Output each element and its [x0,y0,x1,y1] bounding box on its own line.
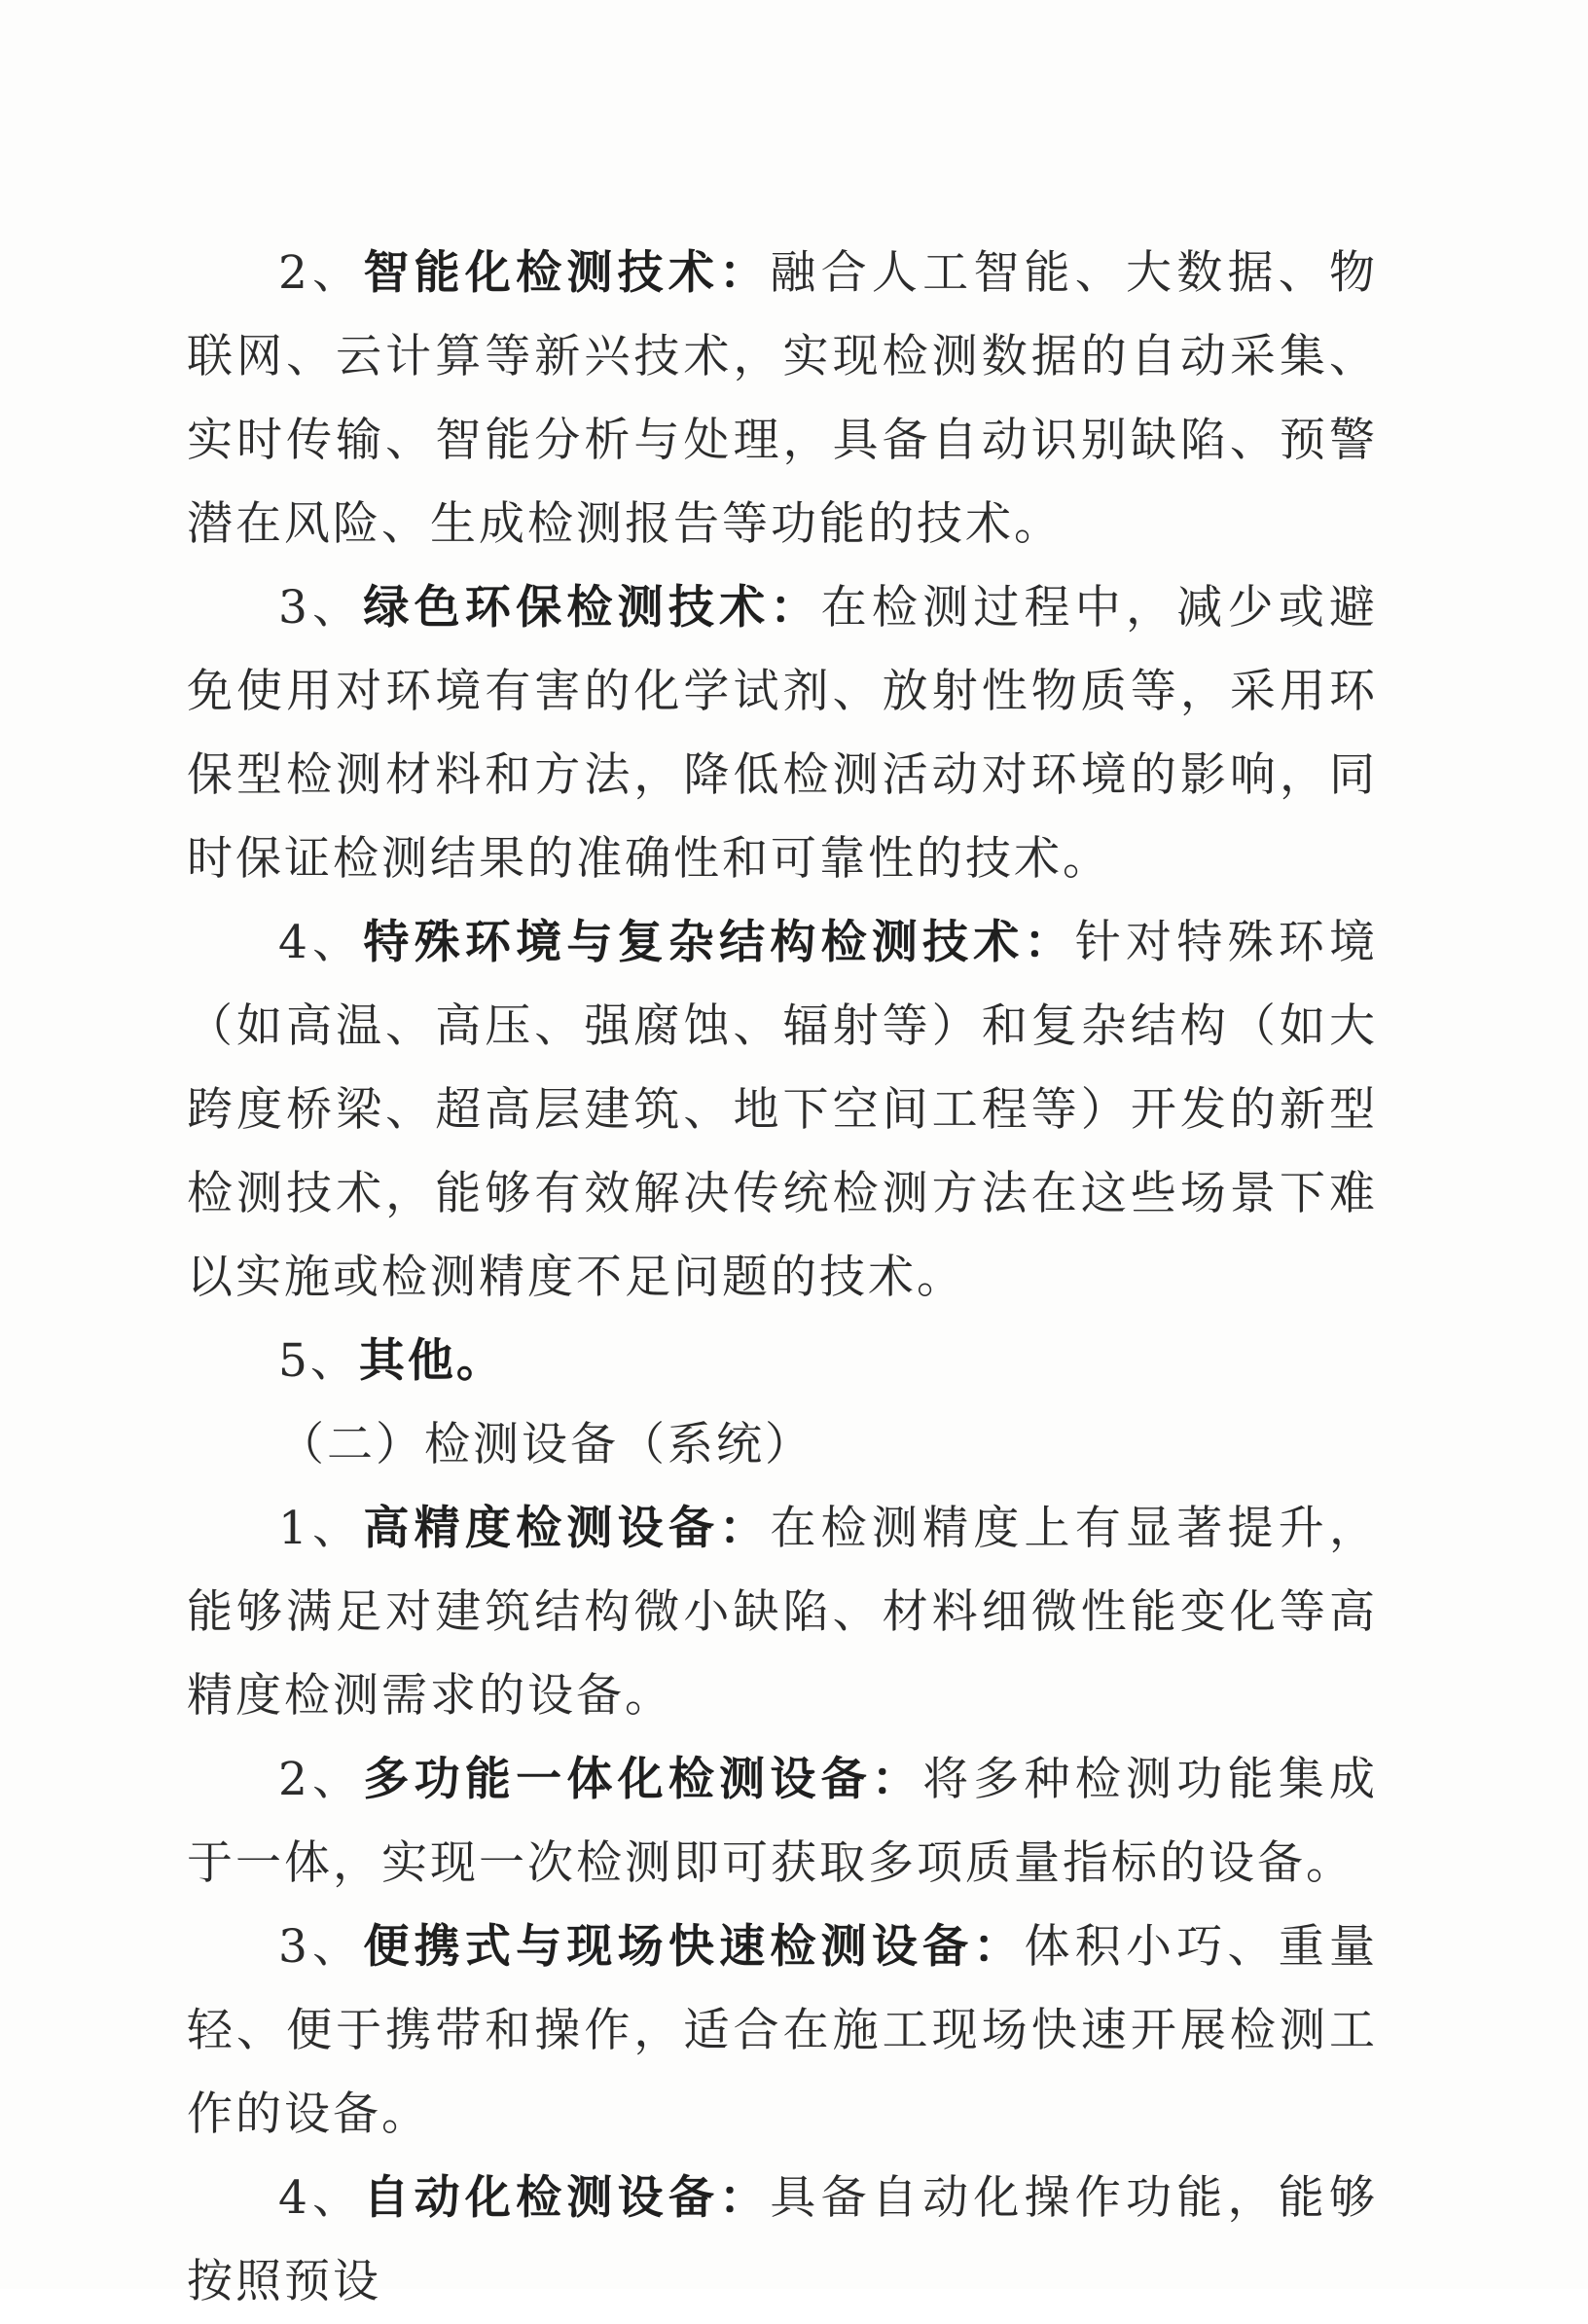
paragraph-special-environment-testing [187,901,1378,1320]
item-title: 智能化检测技术： [363,246,771,300]
item-title: 便携式与现场快速检测设备： [363,1920,1025,1974]
paragraph-automated-equipment [187,2157,1378,2324]
item-number: 2、 [278,246,364,300]
item-title: 特殊环境与复杂结构检测技术： [363,916,1075,969]
item-body: 具备自动化操作功能，能够按照预设 [187,2171,1379,2308]
document-body [187,232,1378,2324]
paragraph-high-precision-equipment [187,1487,1378,1738]
item-body: 在检测精度上有显著提升，能够满足对建筑结构微小缺陷、材料细微性能变化等高精度检测需求的设备。 [187,1502,1379,1723]
paragraph-multifunction-equipment [187,1738,1378,1906]
item-body: 融合人工智能、大数据、物联网、云计算等新兴技术，实现检测数据的自动采集、实时传输、智能分析与处理，具备自动识别缺陷、预警潜在风险、生成检测报告等功能的技术。 [187,246,1379,551]
item-title: 其他。 [358,1334,505,1388]
item-number: 3、 [278,581,364,635]
item-body: 体积小巧、重量轻、便于携带和操作，适合在施工现场快速开展检测工作的设备。 [187,1920,1379,2141]
item-body: 在检测过程中，减少或避免使用对环境有害的化学试剂、放射性物质等，采用环保型检测材料和方法，降低检测活动对环境的影响，同时保证检测结果的准确性和可靠性的技术。 [187,581,1379,886]
paragraph-other [187,1320,1378,1403]
item-number: 4、 [278,916,364,969]
item-title: 自动化检测设备： [363,2171,771,2225]
item-number: 5、 [278,1334,359,1388]
paragraph-green-testing [187,566,1378,901]
paragraph-intelligent-testing [187,232,1378,566]
item-number: 2、 [278,1753,364,1806]
item-body: 针对特殊环境（如高温、高压、强腐蚀、辐射等）和复杂结构（如大跨度桥梁、超高层建筑、地下空间工程等）开发的新型检测技术，能够有效解决传统检测方法在这些场景下难以实施或检测精度不足问题的技术。 [187,916,1379,1304]
item-title: 绿色环保检测技术： [363,581,821,635]
item-title: 多功能一体化检测设备： [363,1753,923,1806]
item-number: 1、 [278,1502,364,1555]
paragraph-portable-equipment [187,1906,1378,2157]
item-number: 4、 [278,2171,364,2225]
item-title: 高精度检测设备： [363,1502,771,1555]
section-heading: （二）检测设备（系统） [278,1418,813,1471]
item-body: 将多种检测功能集成于一体，实现一次检测即可获取多项质量指标的设备。 [187,1753,1379,1890]
item-number: 3、 [278,1920,364,1974]
